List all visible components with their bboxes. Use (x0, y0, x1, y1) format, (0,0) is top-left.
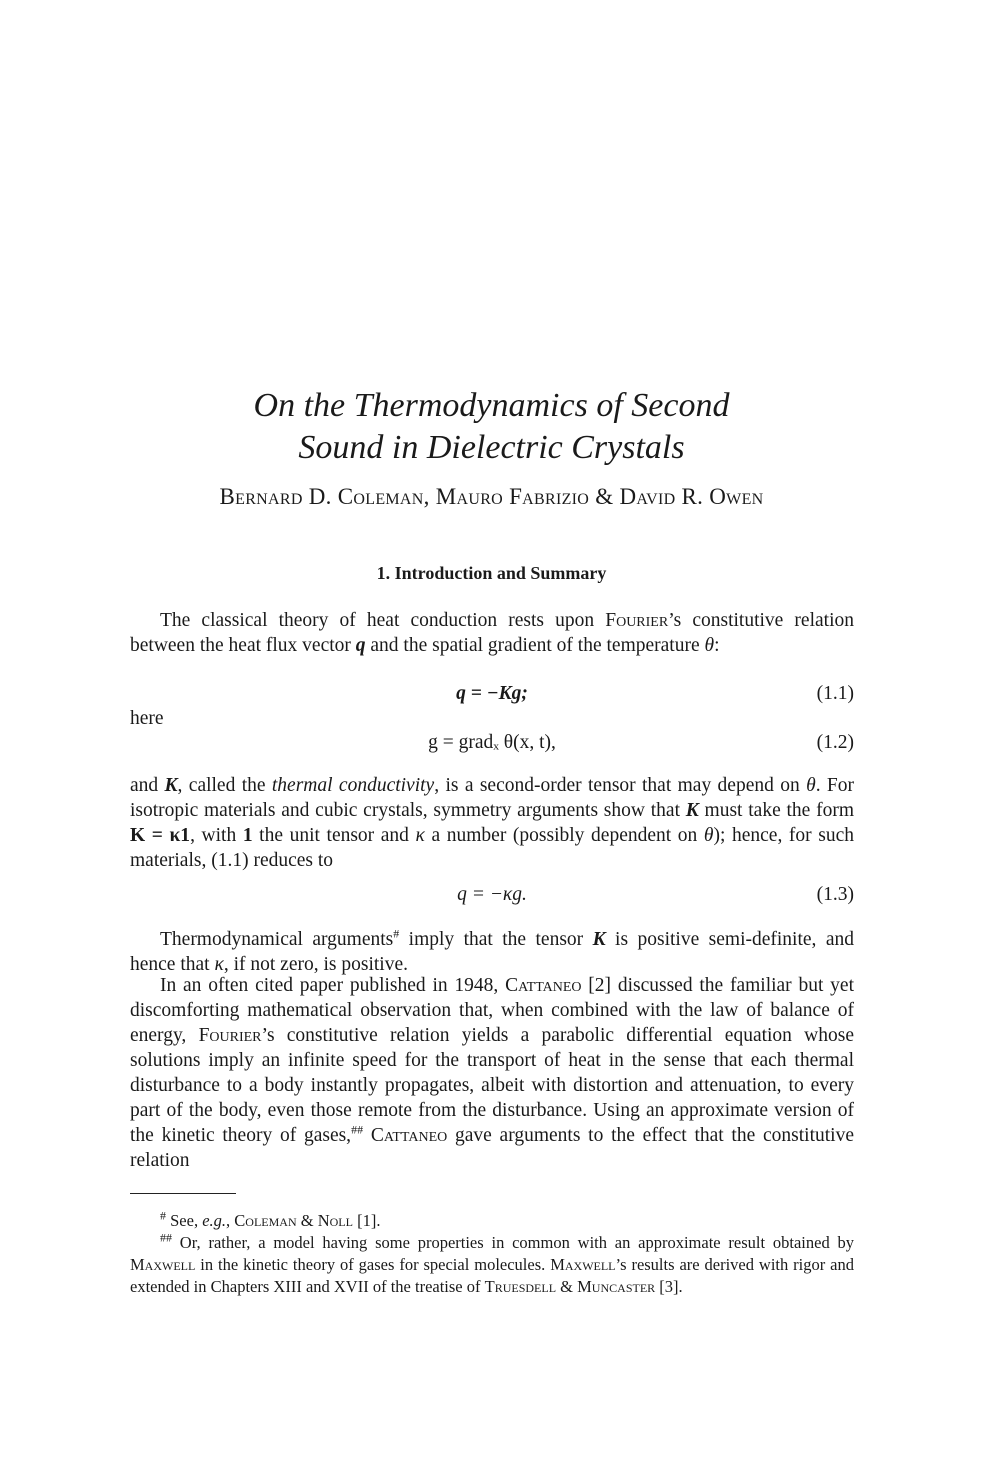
equation-number: (1.2) (816, 732, 854, 753)
equation-number: (1.3) (816, 884, 854, 905)
equation-expression: q = −Kg; (456, 683, 528, 704)
term-thermal-conductivity: thermal conductivity (271, 775, 435, 796)
author-list: Bernard D. Coleman, Mauro Fabrizio & David R. Owen (219, 484, 764, 509)
name-fourier: Fourier (605, 610, 669, 631)
paper-title (0, 385, 983, 469)
name-cattaneo: Cattaneo (505, 975, 582, 996)
equation-expression: g = gradₓ θ(x, t), (428, 732, 556, 753)
name-fourier: Fourier (198, 1025, 262, 1046)
var-q: q (355, 635, 366, 656)
footnote-mark: # (393, 926, 400, 941)
equation-1-3 (130, 884, 854, 910)
var-theta: θ (704, 635, 715, 656)
paragraph-1: The classical theory of heat conduction rests upon Fourier’s constitutive relation between the heat flux vector q and the spatial gradient of the temperature θ: (130, 610, 854, 656)
footnote-divider (130, 1193, 236, 1194)
equation-number: (1.1) (816, 683, 854, 704)
footnote-mark: ## (351, 1122, 364, 1137)
paragraph-4: In an often cited paper published in 1948, Cattaneo [2] discussed the familiar but yet discomforting mathematical observation that, when combined with the law of balance of energy, Fourier’s constitutive relation yields a parabolic differential equation whose solutions imply an infinite speed for the transport of heat in the sense that each thermal disturbance to a body instantly propagates, albeit with distortion and attenuation, to every part of the body, even those remote from the disturbance. Using an approximate version of the kinetic theory of gases,## Cattaneo gave arguments to the effect that the constitutive relation (130, 975, 854, 1171)
title-line-2: Sound in Dielectric Crystals (298, 429, 685, 466)
title-line-1: On the Thermodynamics of Second (253, 387, 730, 424)
name-cattaneo: Cattaneo (370, 1125, 448, 1146)
section-heading: 1. Introduction and Summary (376, 563, 607, 583)
footnote-1: # See, e.g., Coleman & Noll [1]. (160, 1208, 381, 1230)
equation-expression: q = −κg. (457, 884, 527, 905)
footnote-2: ## Or, rather, a model having some properties in common with an approximate result obtained by Maxwell in the kinetic theory of gases for special molecules. Maxwell’s results are derived with rigor and extended in Chapters XIII and XVII of the treatise of Truesdell & Muncaster [3]. (130, 1230, 854, 1296)
paragraph-3: Thermodynamical arguments# imply that the tensor K is positive semi-definite, and hence that κ, if not zero, is positive. (130, 926, 854, 975)
here-word: here (130, 708, 164, 729)
equation-1-1 (130, 683, 854, 709)
equation-1-2 (130, 732, 854, 758)
paragraph-2: and K, called the thermal conductivity, is a second-order tensor that may depend on θ. For isotropic materials and cubic crystals, symmetry arguments show that K must take the form K = κ1, with 1 the unit tensor and κ a number (possibly dependent on θ); hence, for such materials, (1.1) reduces to (130, 775, 855, 871)
